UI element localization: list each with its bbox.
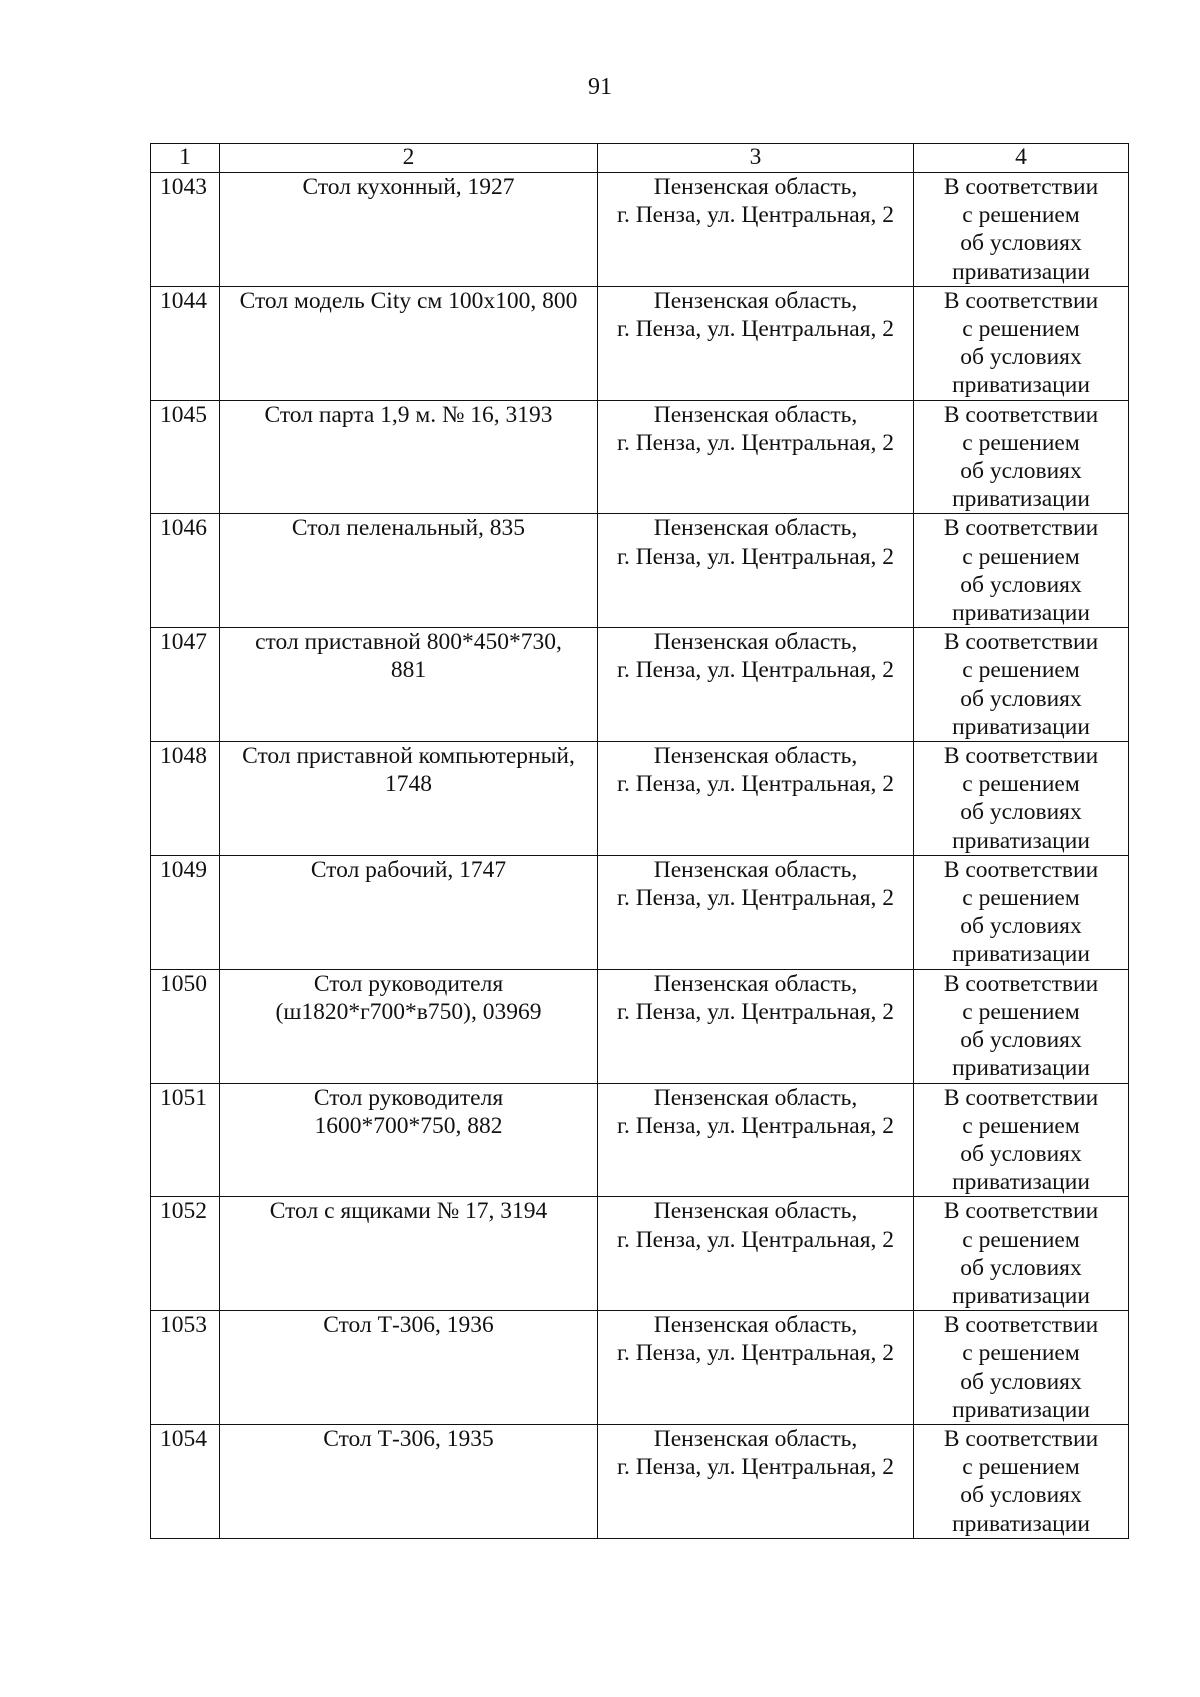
condition-line: В соответствии: [943, 287, 1099, 314]
row-number-cell: 1049: [151, 855, 220, 969]
condition-line: приватизации: [952, 827, 1090, 854]
condition-line: приватизации: [952, 486, 1090, 513]
address-line: Пензенская область,: [653, 174, 858, 200]
row-number-cell: 1043: [151, 173, 220, 287]
address-line: г. Пенза, ул. Центральная, 2: [616, 771, 895, 798]
table-row: [151, 742, 1129, 856]
address-line: Пензенская область,: [653, 1198, 858, 1225]
condition-line: об условиях: [960, 458, 1082, 485]
condition-line: с решением: [962, 543, 1080, 570]
item-name-line: стол приставной 800*450*730,: [255, 629, 562, 656]
address-cell: [598, 742, 914, 856]
table-row: [151, 969, 1129, 1083]
item-name-line: Стол руководителя: [313, 1084, 504, 1111]
item-name-cell: [220, 742, 598, 856]
column-header-4: 4: [914, 144, 1129, 173]
address-line: г. Пенза, ул. Центральная, 2: [616, 885, 895, 912]
column-header-2: 2: [220, 144, 598, 173]
item-name-cell: [220, 1424, 598, 1538]
item-name-line: Стол с ящиками № 17, 3194: [269, 1198, 548, 1225]
address-line: Пензенская область,: [653, 1425, 858, 1452]
condition-line: с решением: [962, 316, 1080, 343]
item-name-cell: [220, 628, 598, 742]
address-line: г. Пенза, ул. Центральная, 2: [616, 1340, 895, 1367]
address-cell: [598, 855, 914, 969]
address-cell: [598, 400, 914, 514]
condition-line: об условиях: [960, 799, 1082, 826]
condition-line: приватизации: [952, 600, 1090, 627]
item-name-line: 1600*700*750, 882: [314, 1112, 503, 1139]
condition-line: с решением: [962, 1454, 1080, 1481]
condition-line: приватизации: [952, 1510, 1090, 1537]
condition-cell: [914, 286, 1129, 400]
item-name-cell: [220, 400, 598, 514]
table-row: [151, 1311, 1129, 1425]
condition-line: об условиях: [960, 230, 1082, 257]
condition-line: с решением: [962, 885, 1080, 912]
condition-cell: [914, 1424, 1129, 1538]
address-line: Пензенская область,: [653, 287, 858, 314]
condition-line: с решением: [962, 771, 1080, 798]
table-row: [151, 855, 1129, 969]
condition-line: об условиях: [960, 1254, 1082, 1281]
address-line: г. Пенза, ул. Центральная, 2: [616, 1454, 895, 1481]
condition-cell: [914, 969, 1129, 1083]
table-row: [151, 1083, 1129, 1197]
address-line: г. Пенза, ул. Центральная, 2: [616, 998, 895, 1025]
item-name-cell: [220, 855, 598, 969]
condition-line: приватизации: [952, 1169, 1090, 1196]
address-line: г. Пенза, ул. Центральная, 2: [616, 657, 895, 684]
condition-line: об условиях: [960, 1140, 1082, 1167]
page-number: 91: [588, 74, 612, 100]
condition-cell: [914, 400, 1129, 514]
address-line: Пензенская область,: [653, 1084, 858, 1111]
item-name-cell: [220, 969, 598, 1083]
item-name-cell: [220, 286, 598, 400]
condition-cell: [914, 742, 1129, 856]
row-number-cell: 1048: [151, 742, 220, 856]
address-line: Пензенская область,: [653, 515, 858, 542]
condition-line: приватизации: [952, 1282, 1090, 1309]
condition-line: В соответствии: [943, 856, 1099, 883]
condition-line: с решением: [962, 1112, 1080, 1139]
condition-line: об условиях: [960, 1027, 1082, 1054]
item-name-line: (ш1820*г700*в750), 03969: [275, 998, 542, 1025]
condition-line: об условиях: [960, 571, 1082, 598]
condition-line: В соответствии: [943, 401, 1099, 428]
item-name-line: Стол руководителя: [313, 970, 504, 997]
address-line: г. Пенза, ул. Центральная, 2: [616, 1112, 895, 1139]
table-row: [151, 173, 1129, 287]
address-cell: [598, 1197, 914, 1311]
address-cell: [598, 1083, 914, 1197]
column-header-3: 3: [598, 144, 914, 173]
address-line: г. Пенза, ул. Центральная, 2: [616, 543, 895, 570]
condition-line: об условиях: [960, 913, 1082, 940]
condition-line: с решением: [962, 657, 1080, 684]
condition-line: приватизации: [952, 1396, 1090, 1423]
row-number-cell: 1051: [151, 1083, 220, 1197]
row-number-cell: 1052: [151, 1197, 220, 1311]
table-row: [151, 286, 1129, 400]
condition-line: приватизации: [952, 1055, 1090, 1082]
condition-cell: [914, 1311, 1129, 1425]
address-cell: [598, 514, 914, 628]
condition-cell: [914, 514, 1129, 628]
row-number-cell: 1046: [151, 514, 220, 628]
item-name-cell: [220, 1083, 598, 1197]
table-row: [151, 628, 1129, 742]
condition-line: с решением: [962, 998, 1080, 1025]
address-line: Пензенская область,: [653, 401, 858, 428]
item-name-line: Стол приставной компьютерный,: [242, 743, 575, 770]
address-line: Пензенская область,: [653, 856, 858, 883]
condition-line: В соответствии: [943, 174, 1099, 200]
condition-line: с решением: [962, 1340, 1080, 1367]
address-cell: [598, 1311, 914, 1425]
table-header-row: [151, 144, 1129, 173]
address-cell: [598, 628, 914, 742]
condition-line: В соответствии: [943, 970, 1099, 997]
item-name-line: Стол рабочий, 1747: [310, 856, 507, 883]
item-name-line: 881: [390, 657, 427, 684]
item-name-cell: [220, 1197, 598, 1311]
row-number-cell: 1054: [151, 1424, 220, 1538]
table-row: [151, 514, 1129, 628]
address-line: Пензенская область,: [653, 1312, 858, 1339]
address-line: г. Пенза, ул. Центральная, 2: [616, 1226, 895, 1253]
condition-cell: [914, 173, 1129, 287]
address-cell: [598, 173, 914, 287]
table-row: [151, 400, 1129, 514]
condition-line: В соответствии: [943, 1084, 1099, 1111]
item-name-line: Стол Т-306, 1936: [323, 1312, 494, 1339]
item-name-cell: [220, 514, 598, 628]
condition-line: об условиях: [960, 344, 1082, 371]
address-line: г. Пенза, ул. Центральная, 2: [616, 202, 895, 229]
condition-line: с решением: [962, 1226, 1080, 1253]
column-header-1: 1: [151, 144, 220, 173]
address-line: Пензенская область,: [653, 970, 858, 997]
condition-line: приватизации: [952, 258, 1090, 285]
condition-line: В соответствии: [943, 515, 1099, 542]
condition-cell: [914, 855, 1129, 969]
condition-cell: [914, 628, 1129, 742]
condition-cell: [914, 1083, 1129, 1197]
address-line: Пензенская область,: [653, 743, 858, 770]
condition-line: приватизации: [952, 941, 1090, 968]
item-name-line: 1748: [385, 771, 432, 798]
address-cell: [598, 969, 914, 1083]
table-body: [151, 144, 1129, 1539]
address-line: г. Пенза, ул. Центральная, 2: [616, 316, 895, 343]
row-number-cell: 1044: [151, 286, 220, 400]
row-number-cell: 1050: [151, 969, 220, 1083]
condition-line: об условиях: [960, 1368, 1082, 1395]
item-name-cell: [220, 1311, 598, 1425]
condition-line: В соответствии: [943, 743, 1099, 770]
condition-line: об условиях: [960, 1482, 1082, 1509]
condition-line: об условиях: [960, 685, 1082, 712]
condition-line: с решением: [962, 202, 1080, 229]
row-number-cell: 1047: [151, 628, 220, 742]
condition-line: В соответствии: [943, 1312, 1099, 1339]
address-line: Пензенская область,: [653, 629, 858, 656]
table-row: [151, 1197, 1129, 1311]
condition-line: В соответствии: [943, 1425, 1099, 1452]
item-name-line: Стол парта 1,9 м. № 16, 3193: [264, 401, 553, 428]
item-name-line: Стол Т-306, 1935: [323, 1425, 494, 1452]
condition-line: с решением: [962, 429, 1080, 456]
address-line: г. Пенза, ул. Центральная, 2: [616, 429, 895, 456]
address-cell: [598, 286, 914, 400]
table-row: [151, 1424, 1129, 1538]
condition-line: приватизации: [952, 372, 1090, 399]
condition-line: В соответствии: [943, 629, 1099, 656]
item-name-line: Стол кухонный, 1927: [302, 174, 515, 200]
condition-line: В соответствии: [943, 1198, 1099, 1225]
item-name-cell: [220, 173, 598, 287]
property-table: [150, 143, 1129, 1539]
address-cell: [598, 1424, 914, 1538]
row-number-cell: 1053: [151, 1311, 220, 1425]
condition-cell: [914, 1197, 1129, 1311]
row-number-cell: 1045: [151, 400, 220, 514]
condition-line: приватизации: [952, 713, 1090, 740]
item-name-line: Стол модель City см 100х100, 800: [239, 287, 578, 314]
item-name-line: Стол пеленальный, 835: [291, 515, 526, 542]
